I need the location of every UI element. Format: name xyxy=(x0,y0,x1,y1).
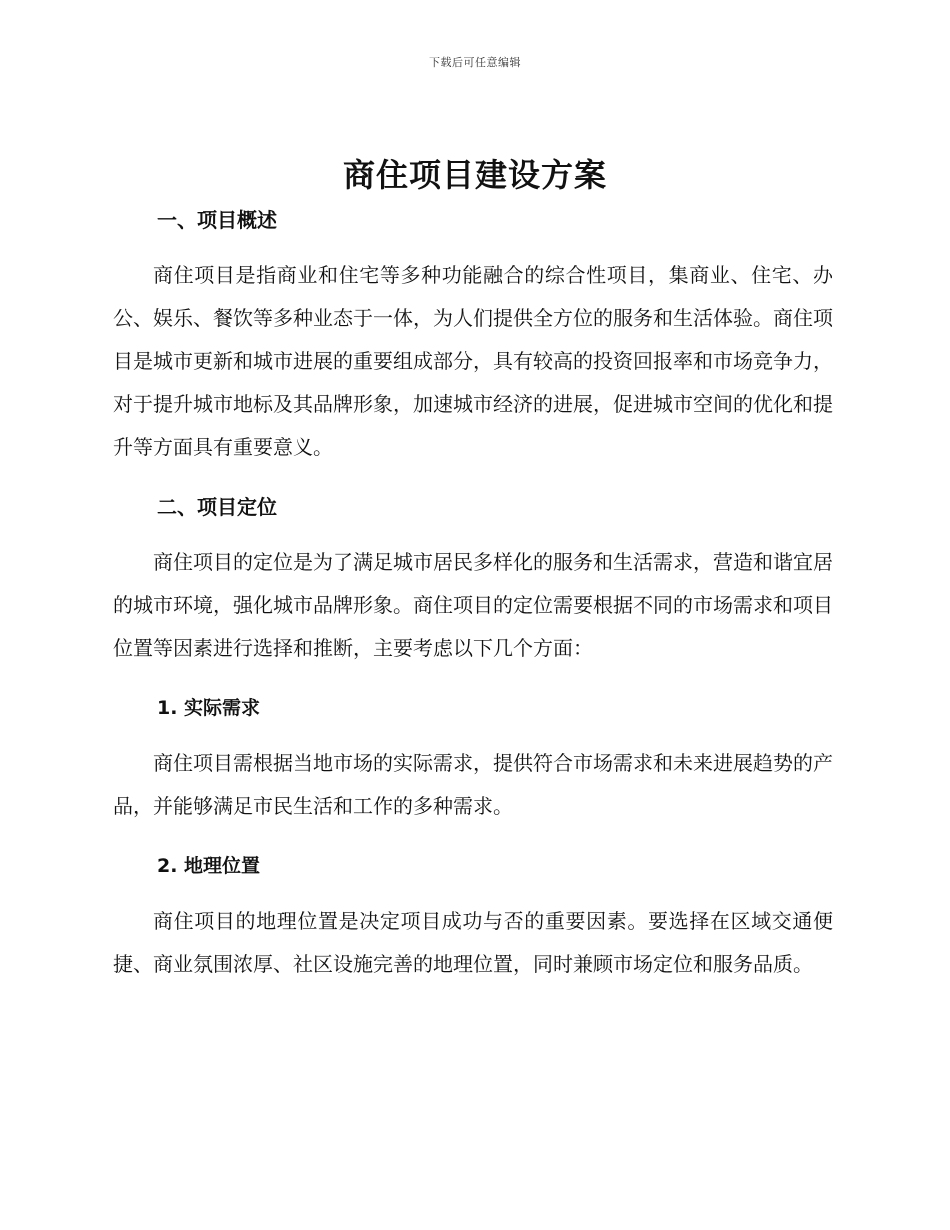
section-paragraph-positioning: 商住项目的定位是为了满足城市居民多样化的服务和生活需求，营造和谐宜居的城市环境，强化城市品牌形象。商住项目的定位需要根据不同的市场需求和项目位置等因素进行选择和推断，主要考虑以下几个方面： xyxy=(113,550,833,660)
subsection-heading-location: 2. 地理位置 xyxy=(157,855,261,877)
document-title: 商住项目建设方案 xyxy=(342,156,607,194)
page-header-note: 下载后可任意编辑 xyxy=(429,56,521,69)
subsection-paragraph-location: 商住项目的地理位置是决定项目成功与否的重要因素。要选择在区域交通便捷、商业氛围浓厚、社区设施完善的地理位置，同时兼顾市场定位和服务品质。 xyxy=(113,909,833,976)
section-heading-overview: 一、项目概述 xyxy=(157,208,277,232)
section-paragraph-overview: 商住项目是指商业和住宅等多种功能融合的综合性项目，集商业、住宅、办公、娱乐、餐饮等多种业态于一体，为人们提供全方位的服务和生活体验。商住项目是城市更新和城市进展的重要组成部分，具有较高的投资回报率和市场竞争力，对于提升城市地标及其品牌形象，加速城市经济的进展，促进城市空间的优化和提升等方面具有重要意义。 xyxy=(113,263,833,459)
section-heading-positioning: 二、项目定位 xyxy=(157,495,277,519)
document-body xyxy=(113,200,833,986)
subsection-paragraph-demand: 商住项目需根据当地市场的实际需求，提供符合市场需求和未来进展趋势的产品，并能够满足市民生活和工作的多种需求。 xyxy=(113,751,833,818)
subsection-heading-demand: 1. 实际需求 xyxy=(157,697,261,719)
